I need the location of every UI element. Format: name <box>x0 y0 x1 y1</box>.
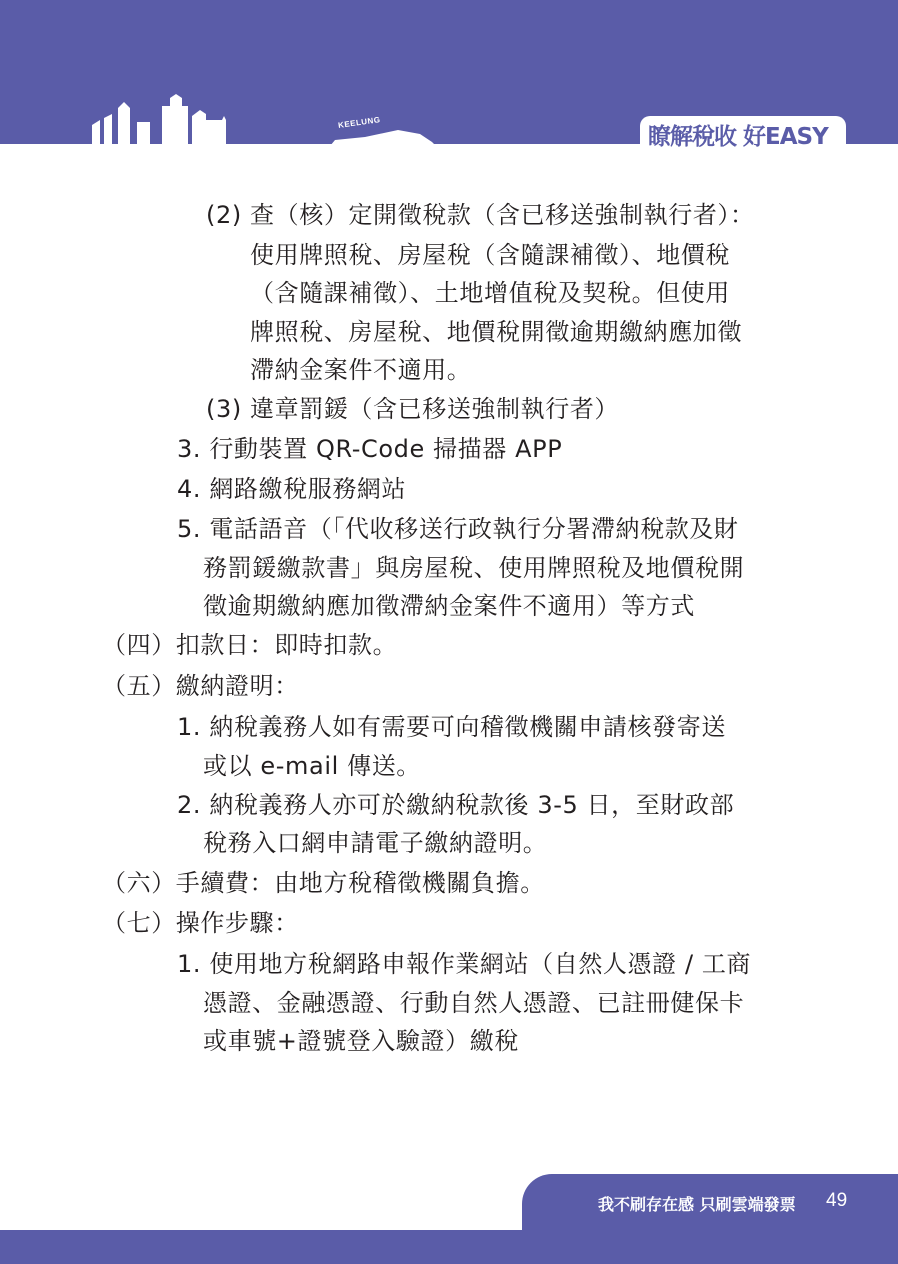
section-heading: （四）扣款日：即時扣款。 <box>102 631 398 659</box>
list-item: 1. 使用地方稅網路申報作業網站（自然人憑證 / 工商 <box>177 950 752 978</box>
text-line: (2) 查（核）定開徵稅款（含已移送強制執行者）： <box>206 201 755 229</box>
footer-bottom-band <box>0 1230 898 1264</box>
text-line: 牌照稅、房屋稅、地價稅開徵逾期繳納應加徵 <box>250 318 742 346</box>
list-item: 4. 網路繳稅服務網站 <box>177 475 407 503</box>
page-number: 49 <box>826 1190 848 1211</box>
skyline-label: KEELUNG <box>337 115 382 130</box>
section-heading: （五）繳納證明： <box>102 672 299 700</box>
list-item: 5. 電話語音（「代收移送行政執行分署滯納稅款及財 <box>177 515 739 543</box>
text-line: 使用牌照稅、房屋稅（含隨課補徵）、地價稅 <box>250 241 730 269</box>
text-line: 滯納金案件不適用。 <box>250 356 472 384</box>
text-line: 稅務入口網申請電子繳納證明。 <box>203 829 548 857</box>
text-line: 或以 e-mail 傳送。 <box>203 752 421 780</box>
section-heading: （六）手續費：由地方稅稽徵機關負擔。 <box>102 869 545 897</box>
text-line: 或車號+證號登入驗證）繳稅 <box>203 1027 519 1055</box>
list-item: 3. 行動裝置 QR-Code 掃描器 APP <box>177 435 563 463</box>
header-badge-text: 瞭解稅收 好EASY <box>648 124 828 150</box>
text-line: 徵逾期繳納應加徵滯納金案件不適用）等方式 <box>203 592 695 620</box>
list-item: 2. 納稅義務人亦可於繳納稅款後 3-5 日，至財政部 <box>177 791 735 819</box>
text-line: 務罰鍰繳款書」與房屋稅、使用牌照稅及地價稅開 <box>203 554 745 582</box>
text-line: 憑證、金融憑證、行動自然人憑證、已註冊健保卡 <box>203 989 745 1017</box>
footer-slogan: 我不刷存在感 只刷雲端發票 <box>598 1195 796 1214</box>
text-line: (3) 違章罰鍰（含已移送強制執行者） <box>206 395 620 423</box>
header-badge <box>640 116 846 152</box>
text-line: （含隨課補徵）、土地增值稅及契稅。但使用 <box>250 279 730 307</box>
section-heading: （七）操作步驟： <box>102 909 299 937</box>
list-item: 1. 納稅義務人如有需要可向稽徵機關申請核發寄送 <box>177 713 726 741</box>
